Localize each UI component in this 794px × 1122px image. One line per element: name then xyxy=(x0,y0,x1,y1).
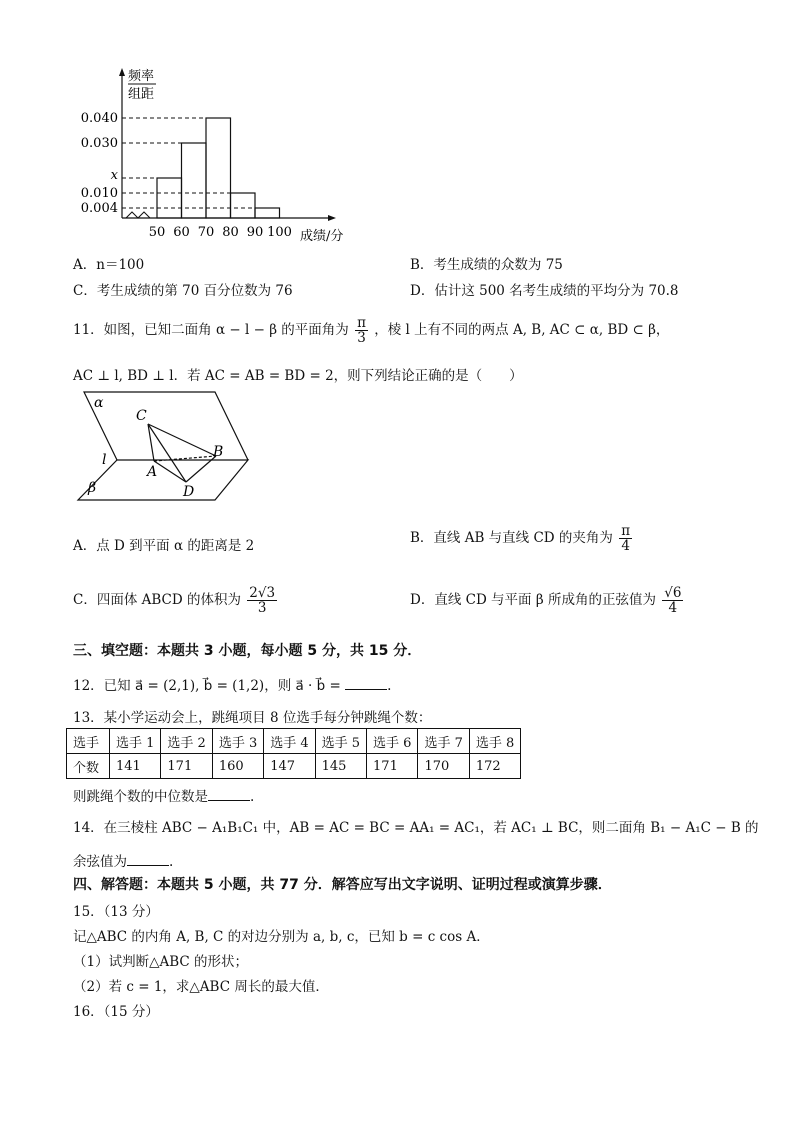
x-tick-label: 60 xyxy=(173,225,190,240)
table-header-cell: 选手 1 xyxy=(110,729,161,754)
q16-title: 16．（15 分） xyxy=(73,1004,159,1020)
y-tick-label: 0.040 xyxy=(80,111,118,126)
table-cell: 172 xyxy=(469,754,520,779)
y-tick-label: x xyxy=(110,168,118,183)
table-header-cell: 选手 2 xyxy=(161,729,212,754)
table-cell: 171 xyxy=(161,754,212,779)
q14-line2: 余弦值为 . xyxy=(73,854,174,870)
table-cell: 171 xyxy=(367,754,418,779)
table-cell: 145 xyxy=(315,754,366,779)
histogram-bar xyxy=(206,118,231,218)
label-D: D xyxy=(183,484,195,500)
q11-option-a: A．点 D 到平面 α 的距离是 2 xyxy=(73,538,255,554)
q13-intro: 13．某小学运动会上，跳绳项目 8 位选手每分钟跳绳个数： xyxy=(73,710,432,726)
answer-blank xyxy=(208,788,250,801)
q13-question: 则跳绳个数的中位数是 . xyxy=(73,789,255,805)
label-beta: β xyxy=(88,480,97,496)
q10-option-c: C．考生成绩的第 70 百分位数为 76 xyxy=(73,283,293,299)
histogram-bar xyxy=(255,208,280,218)
q11-option-d: D．直线 CD 与平面 β 所成角的正弦值为 $\frac{√6}{4}$ xyxy=(410,585,682,617)
table-row xyxy=(67,729,521,754)
table-cell: 160 xyxy=(212,754,263,779)
q11-stem-line1: 11．如图，已知二面角 α − l − β 的平面角为 $\frac{\pi}{3}$ ，棱 l 上有不同的两点 A, B, AC ⊂ α, BD ⊂ β， xyxy=(73,315,670,347)
y-axis-arrow-icon xyxy=(119,68,125,76)
q12: 12．已知 a⃗ = (2,1), b⃗ = (1,2)，则 a⃗ · b⃗ = . xyxy=(73,678,392,694)
label-C: C xyxy=(136,408,147,424)
table-header-cell: 选手 5 xyxy=(315,729,366,754)
x-tick-label: 70 xyxy=(197,225,215,240)
x-tick-label: 100 xyxy=(267,225,292,240)
answer-blank xyxy=(345,677,387,690)
table-header-cell: 选手 3 xyxy=(212,729,263,754)
y-tick-label: 0.030 xyxy=(80,136,118,151)
table-header-cell: 选手 7 xyxy=(418,729,469,754)
histogram-bar xyxy=(231,193,256,218)
q10-option-b: B．考生成绩的众数为 75 xyxy=(410,257,563,273)
table-header-cell: 选手 4 xyxy=(264,729,315,754)
histogram-bar xyxy=(182,143,207,218)
label-alpha: α xyxy=(94,395,104,411)
x-tick-label: 50 xyxy=(148,225,166,240)
label-B: B xyxy=(213,444,224,460)
table-header-cell: 选手 8 xyxy=(469,729,520,754)
table-header-cell: 选手 6 xyxy=(367,729,418,754)
frequency-histogram xyxy=(60,62,350,247)
table-cell: 170 xyxy=(418,754,469,779)
table-header-cell: 选手 xyxy=(67,729,110,754)
y-axis-label-top: 频率 xyxy=(128,69,155,84)
table-cell: 个数 xyxy=(67,754,110,779)
q15-part2: （2）若 c = 1，求△ABC 周长的最大值． xyxy=(73,979,329,995)
x-tick-label: 90 xyxy=(246,225,264,240)
q15-title: 15．（13 分） xyxy=(73,904,159,920)
q11-option-c: C．四面体 ABCD 的体积为 $\frac{2√3}{3}$ xyxy=(73,585,276,617)
dihedral-angle-figure xyxy=(70,388,260,506)
jump-rope-table xyxy=(66,728,521,779)
y-axis-label-bottom: 组距 xyxy=(128,87,155,102)
y-tick-label: 0.010 xyxy=(80,186,118,201)
q11-option-b: B．直线 AB 与直线 CD 的夹角为 $\frac{\pi}{4}$ xyxy=(410,523,631,555)
x-tick-label: 80 xyxy=(222,225,239,240)
table-row xyxy=(67,754,521,779)
table-cell: 141 xyxy=(110,754,161,779)
q15-stem: 记△ABC 的内角 A, B, C 的对边分别为 a, b, c，已知 b = c cos A． xyxy=(73,929,490,945)
q11-angle-fraction: $\frac{\pi}{3}$ xyxy=(357,315,366,347)
q10-option-d: D．估计这 500 名考生成绩的平均分为 70.8 xyxy=(410,283,679,299)
section-4-heading: 四、解答题：本题共 5 小题，共 77 分．解答应写出文字说明、证明过程或演算步骤． xyxy=(73,877,612,893)
q14-line1: 14．在三棱柱 ABC − A₁B₁C₁ 中，AB = AC = BC = AA₁ = AC₁，若 AC₁ ⊥ BC，则二面角 B₁ − A₁C − B 的 xyxy=(73,820,759,836)
label-A: A xyxy=(147,464,158,480)
q15-part1: （1）试判断△ABC 的形状； xyxy=(73,954,249,970)
y-tick-label: 0.004 xyxy=(80,201,118,216)
q10-option-a: A．n＝100 xyxy=(73,257,145,273)
x-axis-arrow-icon xyxy=(328,215,336,221)
table-cell: 147 xyxy=(264,754,315,779)
answer-blank xyxy=(127,853,169,866)
label-l: l xyxy=(102,452,107,468)
x-axis-label: 成绩/分 xyxy=(300,229,344,244)
q11-stem-line2: AC ⊥ l, BD ⊥ l．若 AC = AB = BD = 2，则下列结论正确的是（ ） xyxy=(73,368,523,384)
section-3-heading: 三、填空题：本题共 3 小题，每小题 5 分，共 15 分． xyxy=(73,643,422,659)
axis-break-mark xyxy=(126,212,150,218)
histogram-bar xyxy=(157,178,182,218)
